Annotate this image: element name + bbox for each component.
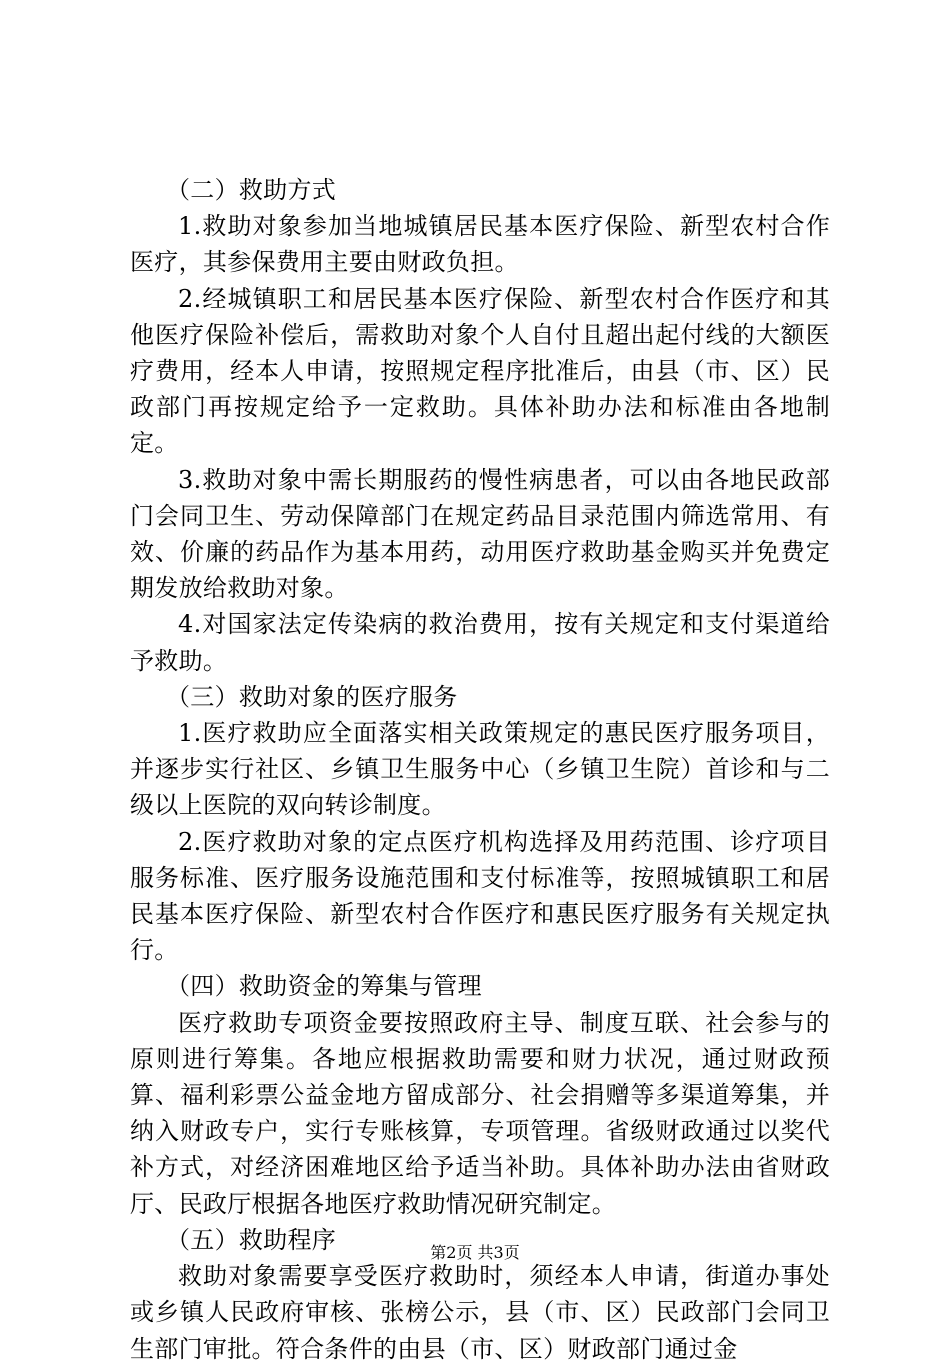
paragraph: 医疗救助专项资金要按照政府主导、制度互联、社会参与的原则进行筹集。各地应根据救助需要和财力状况，通过财政预算、福利彩票公益金地方留成部分、社会捐赠等多渠道筹集，并纳入财政专户，实行专账核算，专项管理。省级财政通过以奖代补方式，对经济困难地区给予适当补助。具体补助办法由省财政厅、民政厅根据各地医疗救助情况研究制定。 bbox=[130, 1008, 830, 1218]
section-heading-5: （五）救助程序 bbox=[166, 1225, 337, 1254]
paragraph: 4.对国家法定传染病的救治费用，按有关规定和支付渠道给予救助。 bbox=[130, 610, 830, 675]
document-body bbox=[130, 172, 830, 1367]
paragraph: 2.经城镇职工和居民基本医疗保险、新型农村合作医疗和其他医疗保险补偿后，需救助对象个人自付且超出起付线的大额医疗费用，经本人申请，按照规定程序批准后，由县（市、区）民政部门再按规定给予一定救助。具体补助办法和标准由各地制定。 bbox=[130, 284, 830, 458]
section-heading-2: （二）救助方式 bbox=[166, 176, 337, 204]
paragraph: 3.救助对象中需长期服药的慢性病患者，可以由各地民政部门会同卫生、劳动保障部门在规定药品目录范围内筛选常用、有效、价廉的药品作为基本用药，动用医疗救助基金购买并免费定期发放给救助对象。 bbox=[130, 465, 830, 603]
paragraph: 1.医疗救助应全面落实相关政策规定的惠民医疗服务项目，并逐步实行社区、乡镇卫生服务中心（乡镇卫生院）首诊和与二级以上医院的双向转诊制度。 bbox=[130, 719, 830, 820]
section-heading-3: （三）救助对象的医疗服务 bbox=[166, 682, 458, 711]
paragraph: 1.救助对象参加当地城镇居民基本医疗保险、新型农村合作医疗，其参保费用主要由财政负担。 bbox=[130, 212, 830, 277]
page-footer: 第2页 共3页 bbox=[430, 1243, 520, 1262]
paragraph: 救助对象需要享受医疗救助时，须经本人申请，街道办事处或乡镇人民政府审核、张榜公示，县（市、区）民政部门会同卫生部门审批。符合条件的由县（市、区）财政部门通过金 bbox=[130, 1262, 830, 1363]
paragraph: 2.医疗救助对象的定点医疗机构选择及用药范围、诊疗项目服务标准、医疗服务设施范围和支付标准等，按照城镇职工和居民基本医疗保险、新型农村合作医疗和惠民医疗服务有关规定执行。 bbox=[130, 827, 830, 965]
section-heading-4: （四）救助资金的筹集与管理 bbox=[166, 972, 482, 1001]
